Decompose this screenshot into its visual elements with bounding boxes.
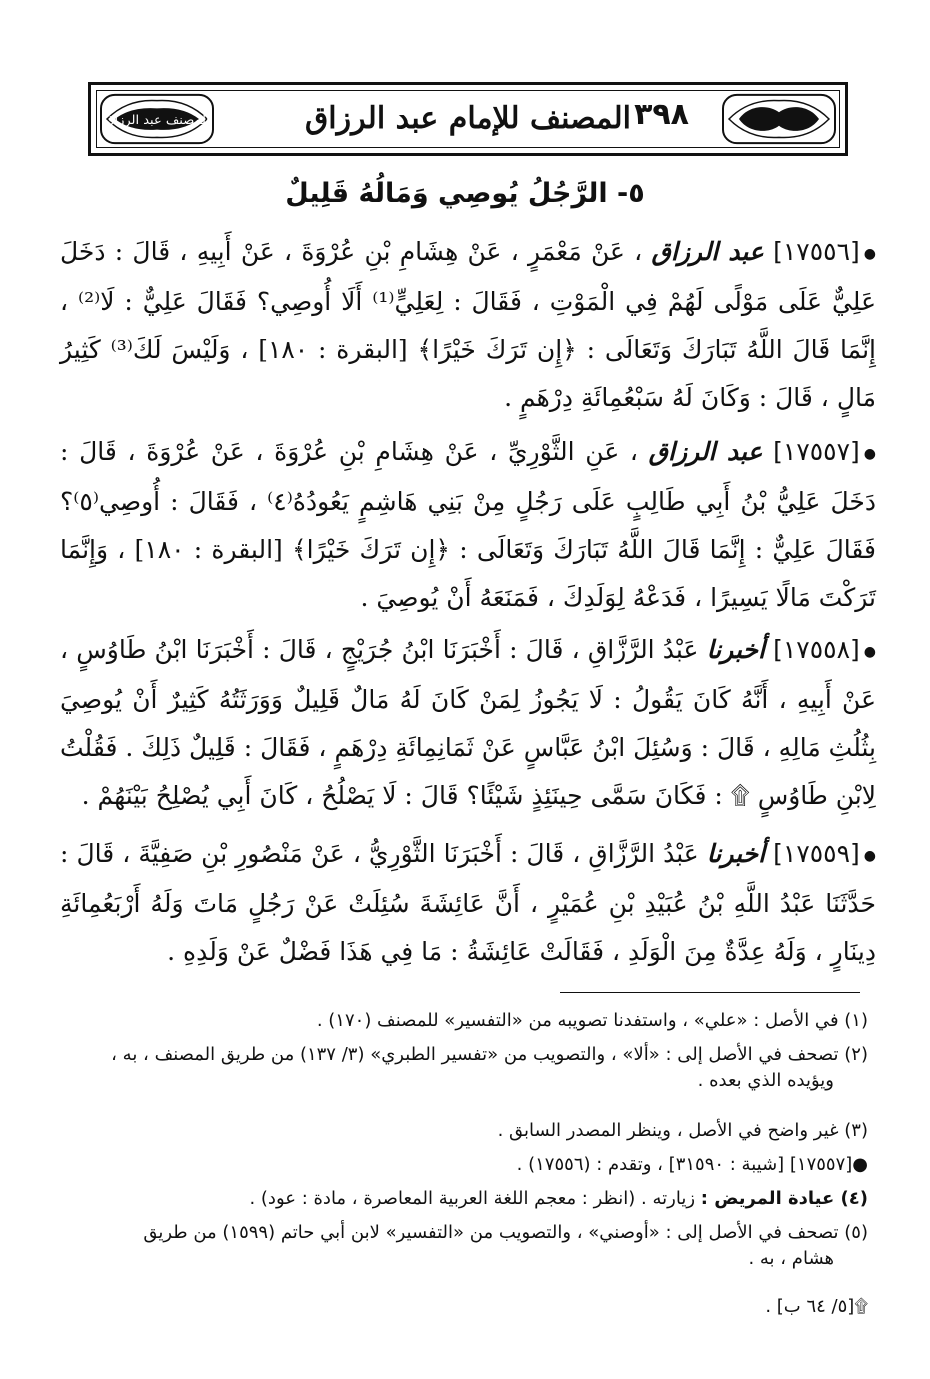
footnote-continuation: هشام ، به . <box>748 1248 834 1269</box>
footnote-text: (١) في الأصل : «علي» ، واستفدنا تصويبه من «التفسير» للمصنف (١٧٠) . <box>316 1010 868 1031</box>
hadith-entry <box>60 626 876 820</box>
hadith-entry <box>60 228 876 422</box>
bullet-icon: ● <box>863 643 876 660</box>
hadith-text: ، عَنِ الثَّوْرِيِّ ، عَنْ هِشَامِ بْنِ عُرْوَةَ ، عَنْ عُرْوَةَ ، قَالَ : دَخَلَ عَلِيُّ بْنُ أَبِي طَالِبٍ عَلَى رَجُلٍ مِنْ بَنِي هَاشِمٍ يَعُودُهُ⁽٤⁾ ، فَقَالَ : أُوصِي⁽٥⁾؟ فَقَالَ عَلِيٌّ : إِنَّمَا قَالَ اللَّهُ تَبَارَكَ وَتَعَالَى : ﴿إِن تَرَكَ خَيْرًا﴾ [البقرة : ١٨٠] ، وَإِنَّمَا تَرَكْتَ مَالًا يَسِيرًا ، فَدَعْهُ لِوَلَدِكَ ، فَمَنَعَهُ أَنْ يُوصِيَ . <box>60 437 877 612</box>
hadith-entry <box>60 830 876 976</box>
footnote-text: ●[١٧٥٥٧] [شيبة : ٣١٥٩٠] ، وتقدم : (١٧٥٥٦) . <box>516 1154 868 1175</box>
footnote-text: زيارته . (انظر : معجم اللغة العربية المعاصرة ، مادة : عود) . <box>249 1188 696 1209</box>
bullet-icon: ● <box>863 847 877 864</box>
hadith-text: عَبْدُ الرَّزَّاقِ ، قَالَ : أَخْبَرَنَا ابْنُ جُرَيْجٍ ، قَالَ : أَخْبَرَنَا ابْنُ طَاوُسٍ ، عَنْ أَبِيهِ ، أَنَّهُ كَانَ يَقُولُ : لَا يَجُوزُ لِمَنْ كَانَ لَهُ مَالٌ قَلِيلٌ وَوَرَثَتُهُ كَثِيرٌ أَنْ يُوصِيَ بِثُلُثِ مَالِهِ ، قَالَ : وَسُئِلَ ابْنُ عَبَّاسٍ عَنْ ثَمَانِمِائَةِ دِرْهَمٍ ، فَقَالَ : قَلِيلٌ ذَلِكَ . فَقُلْتُ لِابْنِ طَاوُسٍ ۩ : فَكَانَ سَمَّى حِينَئِذٍ شَيْئًا؟ قَالَ : لَا يَصْلُحُ ، كَانَ أَبِي يُصْلِحُ بَيْنَهُمْ . <box>60 635 876 810</box>
header-frame <box>96 90 840 148</box>
hadith-entry <box>60 428 876 622</box>
footnote <box>68 1152 868 1178</box>
footnote <box>68 1042 868 1094</box>
footnote <box>68 1008 868 1034</box>
emblem-text: المصنف عبد الرزاق <box>104 113 210 128</box>
page-header <box>88 82 848 156</box>
hadith-number: [١٧٥٥٧] <box>773 437 860 466</box>
hadith-number: [١٧٥٥٨] <box>773 635 860 664</box>
hadith-source: أخبرنا <box>706 635 765 664</box>
footnote-text: (٢) تصحف في الأصل إلى : «ألا» ، والتصويب من «تفسير الطبري» (٣/ ١٣٧) من طريق المصنف ، به ، <box>111 1044 868 1065</box>
footnote-continuation: ويؤيده الذي بعده . <box>697 1070 834 1091</box>
book-title: المصنف للإمام عبد الرزاق <box>305 101 631 136</box>
hadith-text: عَبْدُ الرَّزَّاقِ ، قَالَ : أَخْبَرَنَا الثَّوْرِيُّ ، عَنْ مَنْصُورِ بْنِ صَفِيَّةَ ، قَالَ : حَدَّثَنَا عَبْدُ اللَّهِ بْنُ عُبَيْدِ بْنِ عُمَيْرٍ ، أَنَّ عَائِشَةَ سُئِلَتْ عَنْ رَجُلٍ مَاتَ وَلَهُ أَرْبَعُمِائَةِ دِينَارٍ ، وَلَهُ عِدَّةٌ مِنَ الْوَلَدِ ، فَقَالَتْ عَائِشَةُ : مَا فِي هَذَا فَضْلٌ عَنْ وَلَدِهِ . <box>60 839 876 966</box>
footnote <box>68 1118 868 1144</box>
bullet-icon: ● <box>863 445 877 462</box>
chapter-title: ٥- الرَّجُلُ يُوصِي وَمَالُهُ قَلِيلٌ <box>285 178 645 209</box>
hadith-source: عبد الرزاق <box>648 437 763 466</box>
hadith-source: أخبرنا <box>706 839 766 868</box>
footnote-text: ۩[٥/ ٦٤ ب] . <box>765 1296 868 1317</box>
hadith-number: [١٧٥٥٩] <box>773 839 860 868</box>
footnote-text: (٥) تصحف في الأصل إلى : «أوصني» ، والتصويب من «التفسير» لابن أبي حاتم (١٥٩٩) من طريق <box>143 1222 868 1243</box>
footnote <box>68 1186 868 1212</box>
hadith-number: [١٧٥٥٦] <box>773 237 860 266</box>
page-number: ٣٩٨ <box>634 97 689 132</box>
footnote-separator <box>560 992 860 993</box>
footnote <box>68 1294 868 1320</box>
hadith-source: عبد الرزاق <box>651 237 764 266</box>
hadith-text: ، عَنْ مَعْمَرٍ ، عَنْ هِشَامِ بْنِ عُرْوَةَ ، عَنْ أَبِيهِ ، قَالَ : دَخَلَ عَلِيٌّ عَلَى مَوْلًى لَهُمْ فِي الْمَوْتِ ، فَقَالَ : لِعَلِيٍّ⁽¹⁾ أَلَا أُوصِي؟ فَقَالَ عَلِيٌّ : لَا⁽²⁾ ، إِنَّمَا قَالَ اللَّهُ تَبَارَكَ وَتَعَالَى : ﴿إِن تَرَكَ خَيْرًا﴾ [البقرة : ١٨٠] ، وَلَيْسَ لَكَ⁽³⁾ كَثِيرُ مَالٍ ، قَالَ : وَكَانَ لَهُ سَبْعُمِائَةِ دِرْهَمٍ . <box>60 237 876 412</box>
bullet-icon: ● <box>863 245 876 262</box>
footnote-term: (٤) عيادة المريض : <box>700 1188 868 1209</box>
footnote-text: (٣) غير واضح في الأصل ، وينظر المصدر السابق . <box>497 1120 868 1141</box>
footnote <box>68 1220 868 1272</box>
